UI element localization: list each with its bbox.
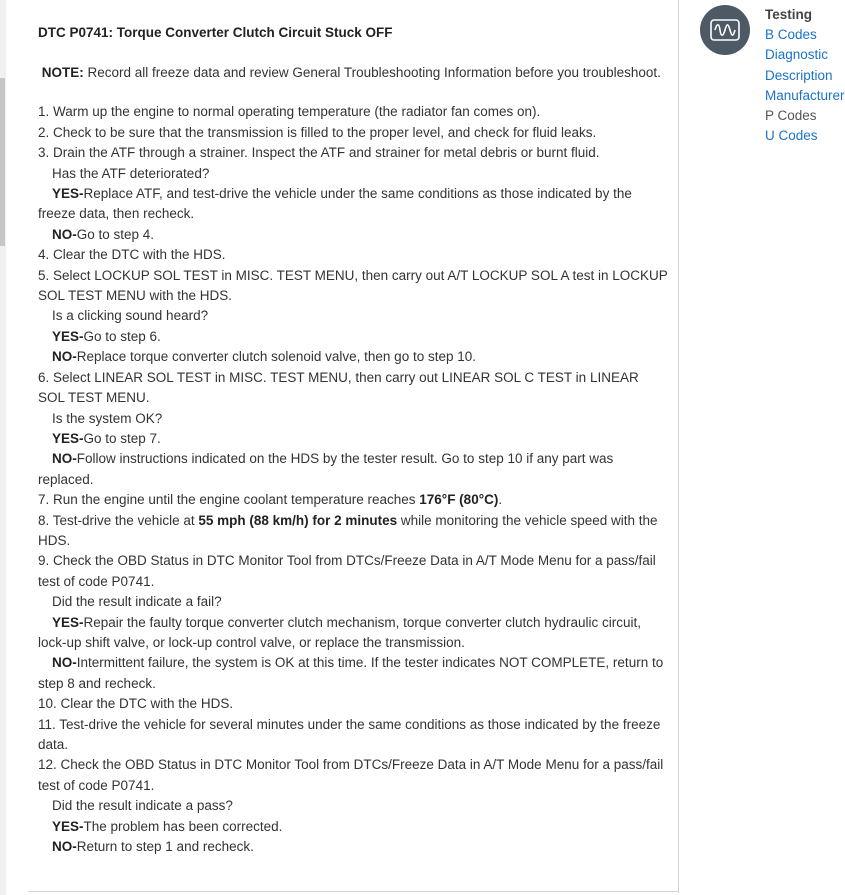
step-9-no — [38, 653, 668, 694]
step-8-end: while monitoring the vehicle speed with the HDS. — [38, 512, 658, 548]
step-12-yes-text: The problem has been corrected. — [83, 818, 283, 834]
step-2: 2. Check to be sure that the transmission is filled to the proper level, and check for fluid leaks. — [38, 124, 597, 140]
step-5-no — [38, 347, 668, 367]
sidebar-heading: Testing — [765, 7, 812, 22]
step-9-yes-text: Repair the faulty torque converter clutch mechanism, torque converter clutch hydraulic circuit, lock-up shift valve, or lock-up control valve, or replace the transmission. — [38, 614, 642, 650]
step-3-yes — [38, 184, 668, 225]
step-8-text: 8. Test-drive the vehicle at — [38, 512, 199, 528]
step-9-question: Did the result indicate a fail? — [52, 594, 222, 610]
step-7 — [38, 490, 668, 510]
step-7-end: . — [498, 492, 503, 508]
sidebar-link-manufacturer[interactable]: Manufacturer — [765, 87, 845, 103]
step-5-yes — [38, 327, 668, 347]
step-5: 5. Select LOCKUP SOL TEST in MISC. TEST MENU, then carry out A/T LOCKUP SOL A test in LOCKUP SOL TEST MENU with the HDS. — [38, 267, 668, 304]
sidebar-link-u-codes[interactable]: U Codes — [765, 128, 818, 144]
step-1: 1. Warm up the engine to normal operating temperature (the radiator fan comes on). — [38, 104, 541, 120]
article-panel — [28, 0, 679, 893]
yes-label: YES- — [52, 818, 84, 834]
yes-label: YES- — [52, 328, 84, 344]
sidebar-nav — [765, 5, 845, 146]
article-title: DTC P0741: Torque Converter Clutch Circuit Stuck OFF — [38, 25, 393, 40]
step-11: 11. Test-drive the vehicle for several minutes under the same conditions as those indicated by the freeze data. — [38, 716, 661, 752]
scrollbar-thumb[interactable] — [0, 78, 5, 246]
sidebar-item-p-codes: P Codes — [765, 108, 817, 124]
step-4: 4. Clear the DTC with the HDS. — [38, 247, 226, 263]
step-3-question: Has the ATF deteriorated? — [52, 165, 210, 181]
step-5-no-text: Replace torque converter clutch solenoid valve, then go to step 10. — [76, 349, 476, 365]
sidebar-link-description[interactable]: Description — [765, 67, 833, 83]
step-9: 9. Check the OBD Status in DTC Monitor Tool from DTCs/Freeze Data in A/T Mode Menu for a pass/fail test of code P0741. — [38, 553, 656, 589]
sidebar-link-diagnostic[interactable]: Diagnostic — [765, 47, 829, 63]
no-label: NO- — [52, 451, 77, 467]
article-body — [38, 63, 668, 857]
step-12-no-text: Return to step 1 and recheck. — [76, 839, 254, 855]
step-12-question: Did the result indicate a pass? — [52, 798, 233, 814]
sidebar-link-b-codes[interactable]: B Codes — [765, 27, 817, 43]
no-label: NO- — [52, 226, 77, 242]
step-3-no — [38, 225, 668, 245]
step-6-yes — [38, 429, 668, 449]
step-5-question: Is a clicking sound heard? — [52, 308, 209, 324]
step-9-no-text: Intermittent failure, the system is OK at this time. If the tester indicates NOT COMPLETE, return to step 8 and recheck. — [38, 655, 664, 691]
no-label: NO- — [52, 839, 77, 855]
step-8-speed: 55 mph (88 km/h) for 2 minutes — [198, 512, 398, 528]
step-3-yes-text: Replace ATF, and test-drive the vehicle under the same conditions as those indicated by the freeze data, then recheck. — [38, 186, 632, 222]
step-6-no-text: Follow instructions indicated on the HDS by the tester result. Go to step 10 if any part was replaced. — [38, 451, 614, 487]
step-3: 3. Drain the ATF through a strainer. Inspect the ATF and strainer for metal debris or burnt fluid. — [38, 145, 600, 161]
step-12-yes — [38, 817, 668, 837]
no-label: NO- — [52, 349, 77, 365]
note-label: NOTE: — [41, 65, 84, 80]
step-6: 6. Select LINEAR SOL TEST in MISC. TEST MENU, then carry out LINEAR SOL C TEST in LINEAR SOL TEST MENU. — [38, 369, 639, 406]
step-7-temperature: 176°F (80°C) — [419, 492, 499, 508]
step-8 — [38, 511, 668, 552]
step-7-text: 7. Run the engine until the engine coolant temperature reaches — [38, 492, 420, 508]
yes-label: YES- — [52, 430, 84, 446]
yes-label: YES- — [52, 614, 84, 630]
step-6-question: Is the system OK? — [52, 410, 163, 426]
step-3-no-text: Go to step 4. — [76, 226, 155, 242]
waveform-icon — [700, 5, 750, 55]
step-10: 10. Clear the DTC with the HDS. — [38, 696, 234, 712]
note — [38, 63, 668, 83]
step-12-no — [38, 837, 668, 857]
step-9-yes — [38, 613, 668, 654]
step-6-no — [38, 449, 668, 490]
step-5-yes-text: Go to step 6. — [83, 328, 161, 344]
step-12: 12. Check the OBD Status in DTC Monitor Tool from DTCs/Freeze Data in A/T Mode Menu for a pass/fail test of code P0741. — [38, 757, 664, 793]
article-bottom-border — [28, 891, 679, 892]
note-text: Record all freeze data and review General Troubleshooting Information before you troubleshoot. — [83, 65, 661, 80]
no-label: NO- — [52, 655, 77, 671]
step-6-yes-text: Go to step 7. — [83, 430, 161, 446]
yes-label: YES- — [52, 186, 84, 202]
page-scrollbar[interactable] — [0, 0, 6, 895]
